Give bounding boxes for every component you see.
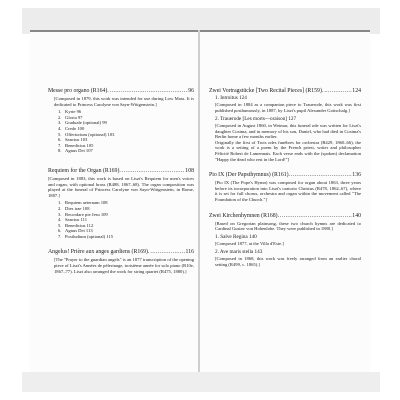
movement-number: 4. — [58, 125, 62, 131]
entry-title-text: Zwei Vortragstücke [Two Recital Pieces] (R159). — [209, 88, 324, 94]
entry-page-number: 140 — [352, 212, 361, 219]
toc-entry-pio-ix — [209, 172, 361, 179]
movement-number: 5. — [58, 131, 62, 137]
page-gutter — [198, 30, 200, 375]
movement-number: 8. — [58, 148, 62, 154]
movement-number: 6. — [58, 137, 62, 143]
movement-list — [48, 109, 194, 154]
entry-title-text: Pio IX (Der Papsthymnus) (R161). — [209, 172, 290, 179]
entry-description: [Composed in 1879, this work was intended for use during Low Mass. It is dedicated to Princess Carolyne von Sayn-Wittgenstein.] — [54, 96, 194, 107]
entry-page-number: 136 — [352, 172, 361, 179]
movement-number: 2. — [58, 114, 62, 120]
movement-title: Dies irae 108 — [65, 205, 90, 211]
movement-title: Agnus Dei 107 — [65, 148, 93, 154]
list-item — [48, 148, 194, 154]
movement-title: Sanctus 103 — [65, 137, 88, 143]
entry-page-number: 96 — [188, 88, 194, 94]
sub-entry — [215, 116, 361, 122]
leader-dots — [323, 88, 352, 95]
toc-entry-zwei-kirchenhymnen — [209, 213, 361, 220]
movement-number: 5. — [58, 222, 62, 228]
leader-dots — [279, 213, 352, 220]
leader-dots — [121, 168, 185, 175]
movement-title: Graduale (optional) 99 — [65, 120, 107, 126]
leader-dots — [149, 249, 185, 256]
entry-description: [Based on Gregorian plainsong, these two church hymns are dedicated to Cardinal Gustav von Hohenlohe. They were published in 1880.] — [215, 220, 361, 232]
movement-number: 7. — [58, 142, 62, 148]
list-item — [48, 234, 194, 240]
movement-number: 3. — [58, 211, 62, 217]
entry-page-number: 108 — [185, 167, 194, 174]
entry-description: [Composed in 1883, this work is based on Liszt's Requiem for men's voices and organ, with optional brass (R488, 1867–68). The organ composition was played at the funeral of Princess Carolyne von Sayn-Wittgenstein, in Rome, 1887.] — [48, 175, 194, 198]
entry-page-number: 116 — [185, 249, 194, 256]
movement-list — [48, 200, 194, 239]
entry-title-text: Zwei Kirchenhymnen (R168). — [209, 212, 280, 219]
toc-entry-angelus — [48, 249, 194, 256]
movement-number: 3. — [58, 120, 62, 126]
movement-number: 7. — [58, 233, 62, 239]
sub-entry — [215, 234, 361, 240]
entry-description: [Composed 1877, at the Villa d'Este.] — [215, 241, 284, 247]
left-page — [48, 88, 194, 276]
movement-title: Benedictus 112 — [65, 222, 94, 228]
movement-title: Introitus 124 — [220, 95, 247, 101]
sub-entry — [215, 249, 361, 255]
movement-title: Offertorium (optional) 103 — [65, 131, 115, 137]
movement-title: Gloria 97 — [65, 114, 83, 120]
movement-title: Kyrie 96 — [65, 109, 82, 115]
toc-entry-requiem — [48, 168, 194, 175]
movement-number: 6. — [58, 228, 62, 234]
leader-dots — [109, 88, 188, 95]
entry-description: [Composed in 1884 as a companion piece to Trauerode, this work was first published posthumously, in 1887, by Liszt's pupil Alexander Gottschalg.] — [215, 102, 361, 113]
movement-number: 2. — [58, 205, 62, 211]
movement-title: Credo 100 — [65, 125, 85, 131]
toc-entry-messe — [48, 88, 194, 95]
movement-title: Ave maris stella 143 — [219, 248, 263, 255]
movement-number: 1. — [215, 95, 219, 101]
movement-number: 4. — [58, 217, 62, 223]
scan-bottom-border — [22, 372, 380, 392]
entry-title-text: Requiem for the Organ (R169). — [48, 167, 121, 174]
movement-title: Trauerode [Les morts—oraison] 127 — [220, 115, 297, 122]
movement-number: 2. — [215, 248, 219, 255]
entry-title-text: Angelus! Prière aux anges gardiens (R169). — [48, 249, 150, 256]
movement-number: 1. — [58, 109, 62, 115]
entry-description: [Pio IX (The Pope's Hymn) was composed for organ about 1863, three years before its incorporation into Liszt's oratorio Christus (R478, 1862–67), where it is set for full chorus, orchestra and organ within the movement called "The Foundation of the Church."] — [215, 180, 361, 202]
movement-title: Postludium (optional) 115 — [65, 233, 114, 239]
movement-title: Salve Regina 140 — [220, 233, 257, 240]
movement-number: 1. — [58, 200, 62, 206]
movement-title: Sanctus 111 — [65, 217, 87, 223]
entry-description: [Composed in August 1860, in Weimar, this funeral ode was written for Liszt's daughter Cosima, and in memory of his son, Daniel, who had died in Cosima's Berlin home a few months earlier. Originally the first of Trois odes funèbres for orchestra (R429, 1860–66), the work is a setting of a poem by the French priest, writer and philosopher Félicité Robert de Lamennais. Each verse ends with the (spoken) declamation "Happy the dead who rest in the Lord!"] — [215, 123, 361, 162]
toc-entry-zwei-vortragstucke — [209, 88, 361, 95]
entry-description: [Composed in 1868, this work was freely arranged from an earlier choral setting (R499, c. 1865).] — [215, 256, 361, 267]
movement-title: Requiem aeternam 108 — [65, 200, 108, 206]
movement-title: Benedictus 105 — [65, 142, 94, 148]
leader-dots — [290, 172, 352, 179]
entry-page-number: 124 — [352, 88, 361, 94]
entry-description: [The "Prayer to the guardian angels" is an 1877 transcription of the opening piece of Liszt's Années de pèlerinage, troisième année for solo piano (R10e, 1867–77). Liszt also arranged the work for string quartet (R475, 1880).] — [54, 257, 194, 274]
movement-number: 2. — [215, 115, 219, 122]
movement-title: Agnus Dei 113 — [65, 228, 93, 234]
right-page — [209, 88, 361, 269]
movement-number: 1. — [215, 233, 219, 240]
sub-entry — [215, 95, 361, 101]
movement-title: Recordare pie Jesu 109 — [65, 211, 108, 217]
entry-title-text: Messe pro organo (R164). — [48, 88, 109, 94]
